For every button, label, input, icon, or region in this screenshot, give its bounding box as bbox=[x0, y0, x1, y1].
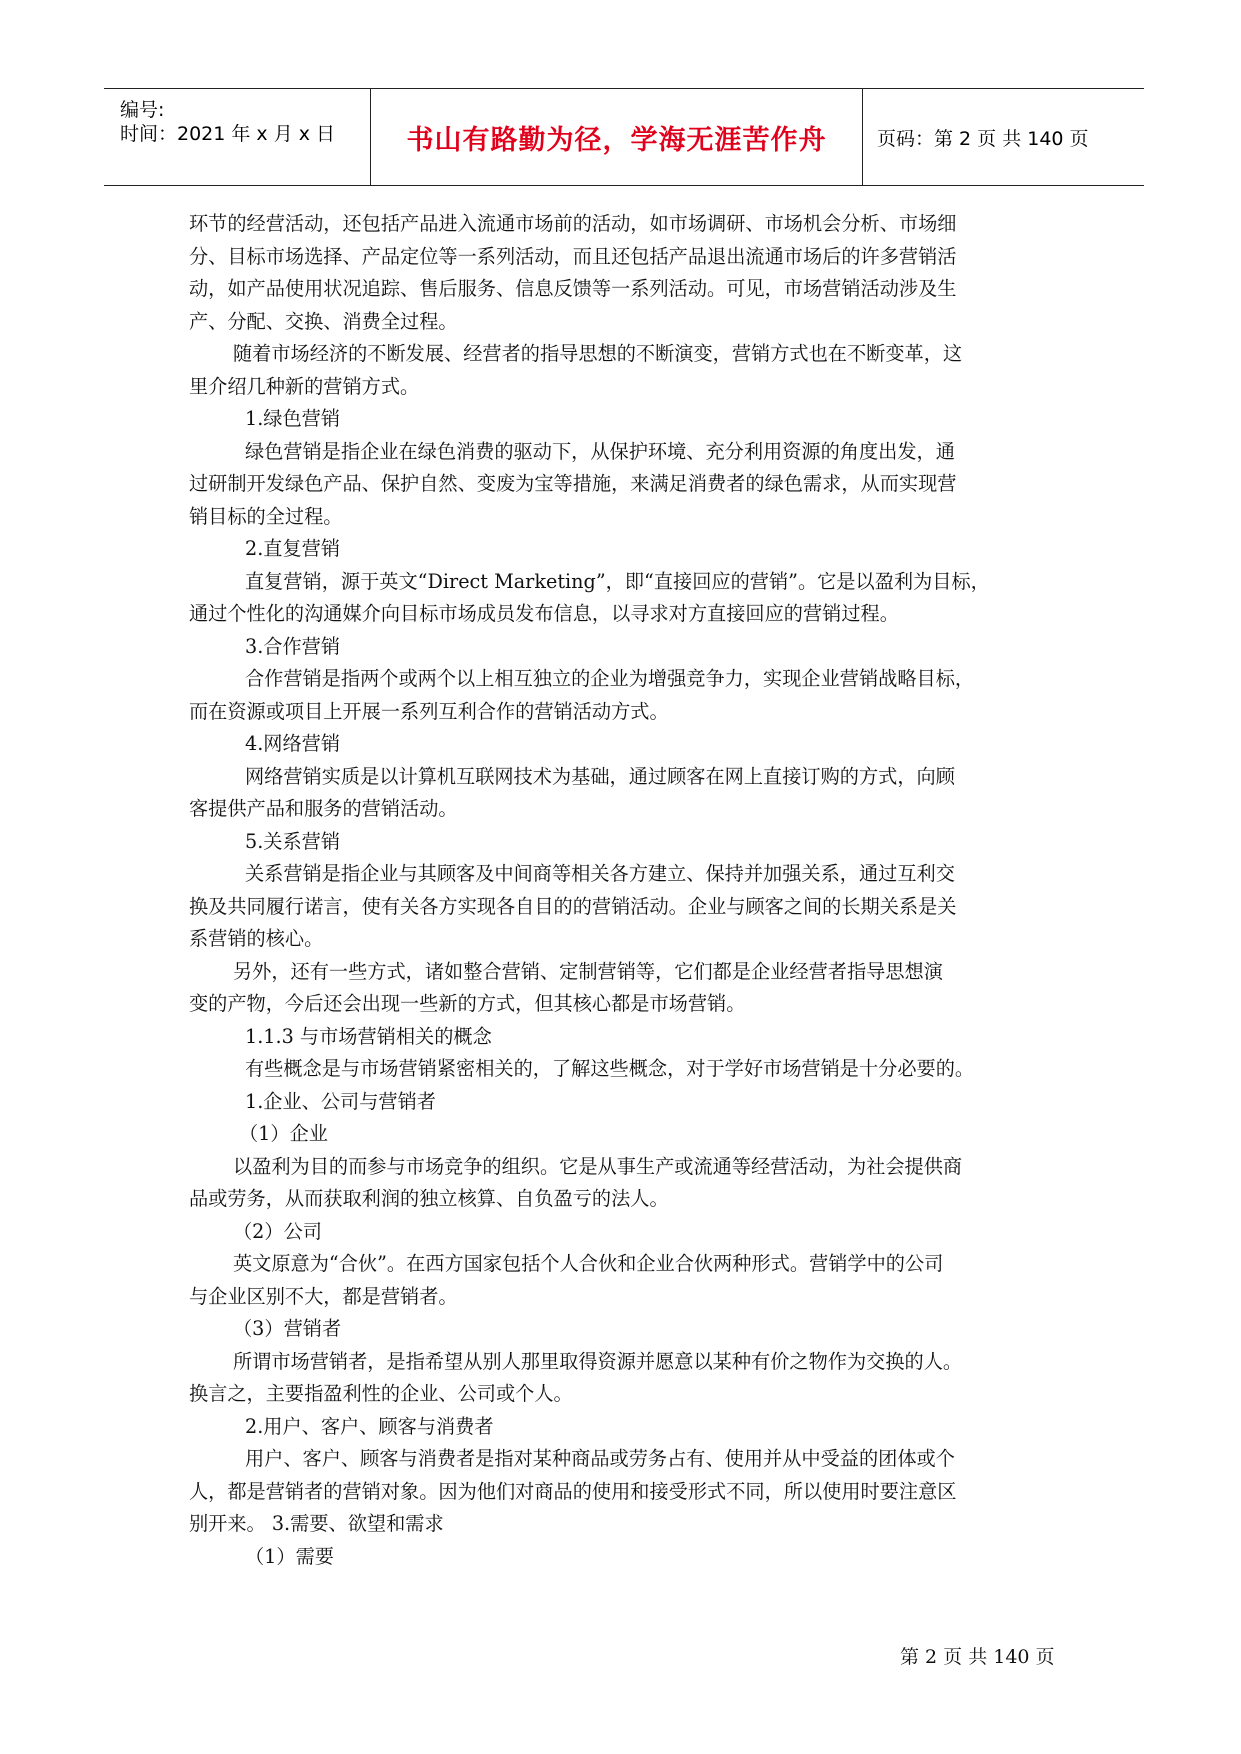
body-line: 别开来。 3.需要、欲望和需求 bbox=[189, 1512, 444, 1535]
body-line: 2.直复营销 bbox=[245, 537, 341, 560]
body-line: 关系营销是指企业与其顾客及中间商等相关各方建立、保持并加强关系，通过互利交 bbox=[245, 862, 955, 885]
body-line: （2）公司 bbox=[233, 1219, 322, 1243]
body-line: 5.关系营销 bbox=[245, 829, 341, 853]
body-line: 客提供产品和服务的营销活动。 bbox=[189, 797, 458, 820]
body-line: 变的产物，今后还会出现一些新的方式，但其核心都是市场营销。 bbox=[189, 992, 746, 1015]
body-line: 里介绍几种新的营销方式。 bbox=[189, 374, 420, 398]
header-page-cell bbox=[863, 89, 1144, 185]
document-time-label: 时间：2021 年 x 月 x 日 bbox=[120, 123, 336, 145]
body-line: 分、目标市场选择、产品定位等一系列活动，而且还包括产品退出流通市场后的许多营销活 bbox=[189, 244, 957, 268]
document-number-label: 编号: bbox=[120, 99, 165, 121]
body-line: 换言之，主要指盈利性的企业、公司或个人。 bbox=[189, 1382, 573, 1405]
body-line: 英文原意为“合伙”。在西方国家包括个人合伙和企业合伙两种形式。营销学中的公司 bbox=[233, 1252, 944, 1275]
body-line: 1.1.3 与市场营销相关的概念 bbox=[245, 1024, 492, 1048]
body-line: 有些概念是与市场营销紧密相关的，了解这些概念，对于学好市场营销是十分必要的。 bbox=[245, 1057, 975, 1080]
body-line: 以盈利为目的而参与市场竞争的组织。它是从事生产或流通等经营活动，为社会提供商 bbox=[233, 1154, 963, 1178]
document-header bbox=[104, 88, 1144, 186]
header-meta-cell bbox=[104, 89, 371, 185]
body-line: 绿色营销是指企业在绿色消费的驱动下，从保护环境、充分利用资源的角度出发，通 bbox=[245, 439, 955, 463]
body-line: 直复营销，源于英文“Direct Marketing”，即“直接回应的营销”。它是以盈利为目标， bbox=[245, 569, 990, 593]
page-footer: 第 2 页 共 140 页 bbox=[900, 1646, 1055, 1668]
header-motto: 书山有路勤为径，学海无涯苦作舟 bbox=[406, 124, 827, 156]
body-line: （3）营销者 bbox=[233, 1317, 342, 1340]
body-line: 人，都是营销者的营销对象。因为他们对商品的使用和接受形式不同，所以使用时要注意区 bbox=[189, 1479, 957, 1503]
body-line: 销目标的全过程。 bbox=[189, 504, 343, 528]
body-line: 用户、客户、顾客与消费者是指对某种商品或劳务占有、使用并从中受益的团体或个 bbox=[245, 1447, 955, 1470]
header-page-code: 页码：第 2 页 共 140 页 bbox=[877, 127, 1089, 150]
body-line: 产、分配、交换、消费全过程。 bbox=[189, 309, 458, 333]
body-line: 系营销的核心。 bbox=[189, 927, 324, 950]
header-motto-cell bbox=[371, 89, 863, 185]
body-line: （1）需要 bbox=[245, 1544, 334, 1568]
body-line: 而在资源或项目上开展一系列互利合作的营销活动方式。 bbox=[189, 699, 669, 723]
body-line: 过研制开发绿色产品、保护自然、变废为宝等措施，来满足消费者的绿色需求，从而实现营 bbox=[189, 472, 957, 495]
body-line: 1.企业、公司与营销者 bbox=[245, 1089, 436, 1113]
body-line: 环节的经营活动，还包括产品进入流通市场前的活动，如市场调研、市场机会分析、市场细 bbox=[189, 212, 957, 235]
body-line: 所谓市场营销者，是指希望从别人那里取得资源并愿意以某种有价之物作为交换的人。 bbox=[233, 1349, 963, 1373]
body-line: 3.合作营销 bbox=[245, 634, 341, 658]
body-line: （1）企业 bbox=[239, 1122, 328, 1145]
body-line: 另外，还有一些方式，诸如整合营销、定制营销等，它们都是企业经营者指导思想演 bbox=[233, 959, 943, 983]
body-line: 动，如产品使用状况追踪、售后服务、信息反馈等一系列活动。可见，市场营销活动涉及生 bbox=[189, 277, 957, 300]
body-line: 换及共同履行诺言，使有关各方实现各自目的的营销活动。企业与顾客之间的长期关系是关 bbox=[189, 894, 957, 918]
body-line: 1.绿色营销 bbox=[245, 407, 341, 430]
body-line: 网络营销实质是以计算机互联网技术为基础，通过顾客在网上直接订购的方式，向顾 bbox=[245, 764, 955, 788]
body-line: 2.用户、客户、顾客与消费者 bbox=[245, 1414, 494, 1438]
body-line: 品或劳务，从而获取利润的独立核算、自负盈亏的法人。 bbox=[189, 1187, 669, 1210]
body-line: 合作营销是指两个或两个以上相互独立的企业为增强竞争力，实现企业营销战略目标， bbox=[245, 667, 975, 690]
body-line: 4.网络营销 bbox=[245, 732, 341, 755]
body-line: 随着市场经济的不断发展、经营者的指导思想的不断演变，营销方式也在不断变革，这 bbox=[233, 342, 963, 365]
body-line: 通过个性化的沟通媒介向目标市场成员发布信息，以寻求对方直接回应的营销过程。 bbox=[189, 602, 899, 625]
body-line: 与企业区别不大，都是营销者。 bbox=[189, 1284, 458, 1308]
